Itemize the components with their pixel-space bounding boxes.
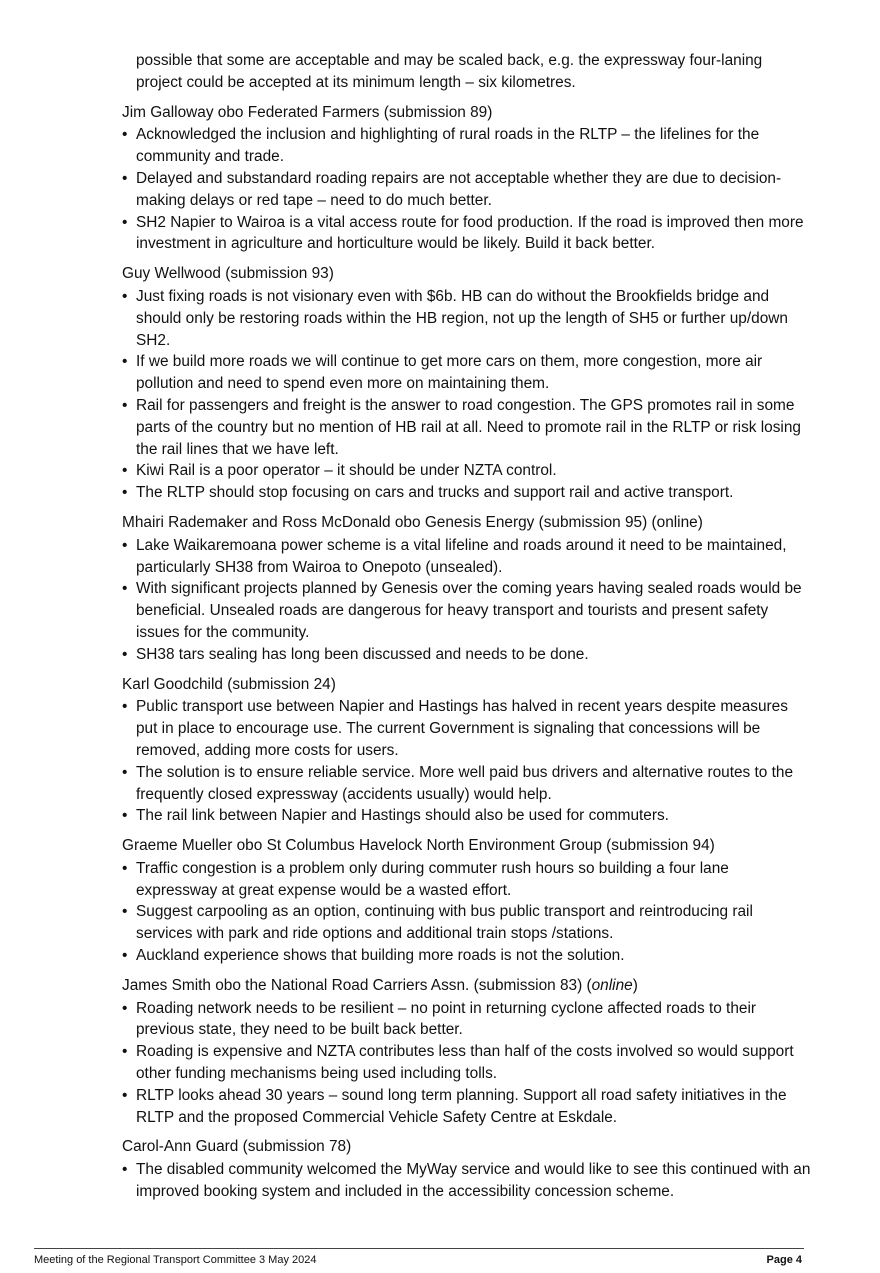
submission-block [122, 102, 812, 256]
continuation-text: possible that some are acceptable and may be scaled back, e.g. the expressway four-laning project could be accepted at its minimum length – six kilometres. [136, 52, 763, 91]
bullet-point: • Roading is expensive and NZTA contributes less than half of the costs involved so would support other funding mechanisms being used including tolls. [122, 1041, 812, 1085]
bullet-point: • SH38 tars sealing has long been discussed and needs to be done. [122, 644, 812, 666]
minutes-body [122, 50, 812, 1211]
submission-points [122, 858, 812, 967]
bullet-point: • Auckland experience shows that building more roads is not the solution. [122, 945, 812, 967]
bullet-point: • SH2 Napier to Wairoa is a vital access route for food production. If the road is improved then more investment in agriculture and horticulture would be likely. Build it back better. [122, 212, 812, 256]
submitter-heading-end: ) [632, 976, 638, 994]
submitter-heading-text: James Smith obo the National Road Carriers Assn. (submission 83) ( [122, 976, 592, 994]
bullet-point: • The disabled community welcomed the MyWay service and would like to see this continued with an improved booking system and included in the accessibility concession scheme. [122, 1159, 812, 1203]
submission-block [122, 263, 812, 504]
submitter-heading: Graeme Mueller obo St Columbus Havelock North Environment Group (submission 94) [122, 837, 715, 855]
submission-points [122, 286, 812, 504]
submission-points [122, 124, 812, 255]
submitter-heading: Carol-Ann Guard (submission 78) [122, 1138, 352, 1156]
bullet-point: • Delayed and substandard roading repairs are not acceptable whether they are due to decision-making delays or red tape – need to do much better. [122, 168, 812, 212]
bullet-point: • Suggest carpooling as an option, continuing with bus public transport and reintroducing rail services with park and ride options and additional train stops /stations. [122, 901, 812, 945]
bullet-point: • The rail link between Napier and Hastings should also be used for commuters. [122, 805, 812, 827]
bullet-point: • Acknowledged the inclusion and highlighting of rural roads in the RLTP – the lifelines for the community and trade. [122, 124, 812, 168]
page-number: Page 4 [766, 1254, 802, 1266]
bullet-point: • The solution is to ensure reliable service. More well paid bus drivers and alternative routes to the frequently closed expressway (accidents usually) would help. [122, 762, 812, 806]
submission-block [122, 835, 812, 967]
bullet-point: • Roading network needs to be resilient – no point in returning cyclone affected roads to their previous state, they need to be built back better. [122, 998, 812, 1042]
bullet-point: • Kiwi Rail is a poor operator – it should be under NZTA control. [122, 460, 812, 482]
submission-points [122, 998, 812, 1129]
bullet-point: • RLTP looks ahead 30 years – sound long term planning. Support all road safety initiatives in the RLTP and the proposed Commercial Vehicle Safety Centre at Eskdale. [122, 1085, 812, 1129]
submitter-heading: Karl Goodchild (submission 24) [122, 675, 336, 693]
bullet-point: • Just fixing roads is not visionary even with $6b. HB can do without the Brookfields bridge and should only be restoring roads within the HB region, not up the length of SH5 or further up/down SH2. [122, 286, 812, 351]
submitter-heading: Guy Wellwood (submission 93) [122, 265, 334, 283]
submission-block [122, 975, 812, 1129]
submitter-heading: Mhairi Rademaker and Ross McDonald obo Genesis Energy (submission 95) (online) [122, 513, 703, 531]
submission-block [122, 1136, 812, 1202]
submission-points [122, 1159, 812, 1203]
bullet-point: • Rail for passengers and freight is the answer to road congestion. The GPS promotes rail in some parts of the country but no mention of HB rail at all. Need to promote rail in the RLTP or risk losing the rail lines that we have left. [122, 395, 812, 460]
online-label: online [591, 976, 633, 994]
page-footer [34, 1248, 804, 1266]
meeting-title: Meeting of the Regional Transport Committee 3 May 2024 [34, 1254, 317, 1266]
bullet-point: • With significant projects planned by Genesis over the coming years having sealed roads would be beneficial. Unsealed roads are dangerous for heavy transport and tourists and present safety issues for the community. [122, 578, 812, 643]
submission-block [122, 674, 812, 828]
bullet-point: • Lake Waikaremoana power scheme is a vital lifeline and roads around it need to be maintained, particularly SH38 from Wairoa to Onepoto (unsealed). [122, 535, 812, 579]
submitter-heading [122, 975, 812, 997]
submission-points [122, 535, 812, 666]
bullet-point: • Traffic congestion is a problem only during commuter rush hours so building a four lane expressway at great expense would be a wasted effort. [122, 858, 812, 902]
submitter-heading: Jim Galloway obo Federated Farmers (submission 89) [122, 103, 493, 121]
bullet-point: • The RLTP should stop focusing on cars and trucks and support rail and active transport. [122, 482, 812, 504]
submission-block [122, 512, 812, 666]
submission-points [122, 696, 812, 827]
bullet-point: • Public transport use between Napier and Hastings has halved in recent years despite measures put in place to encourage use. The current Government is signaling that concessions will be removed, adding more costs for users. [122, 696, 812, 761]
bullet-point: • If we build more roads we will continue to get more cars on them, more congestion, more air pollution and need to spend even more on maintaining them. [122, 351, 812, 395]
